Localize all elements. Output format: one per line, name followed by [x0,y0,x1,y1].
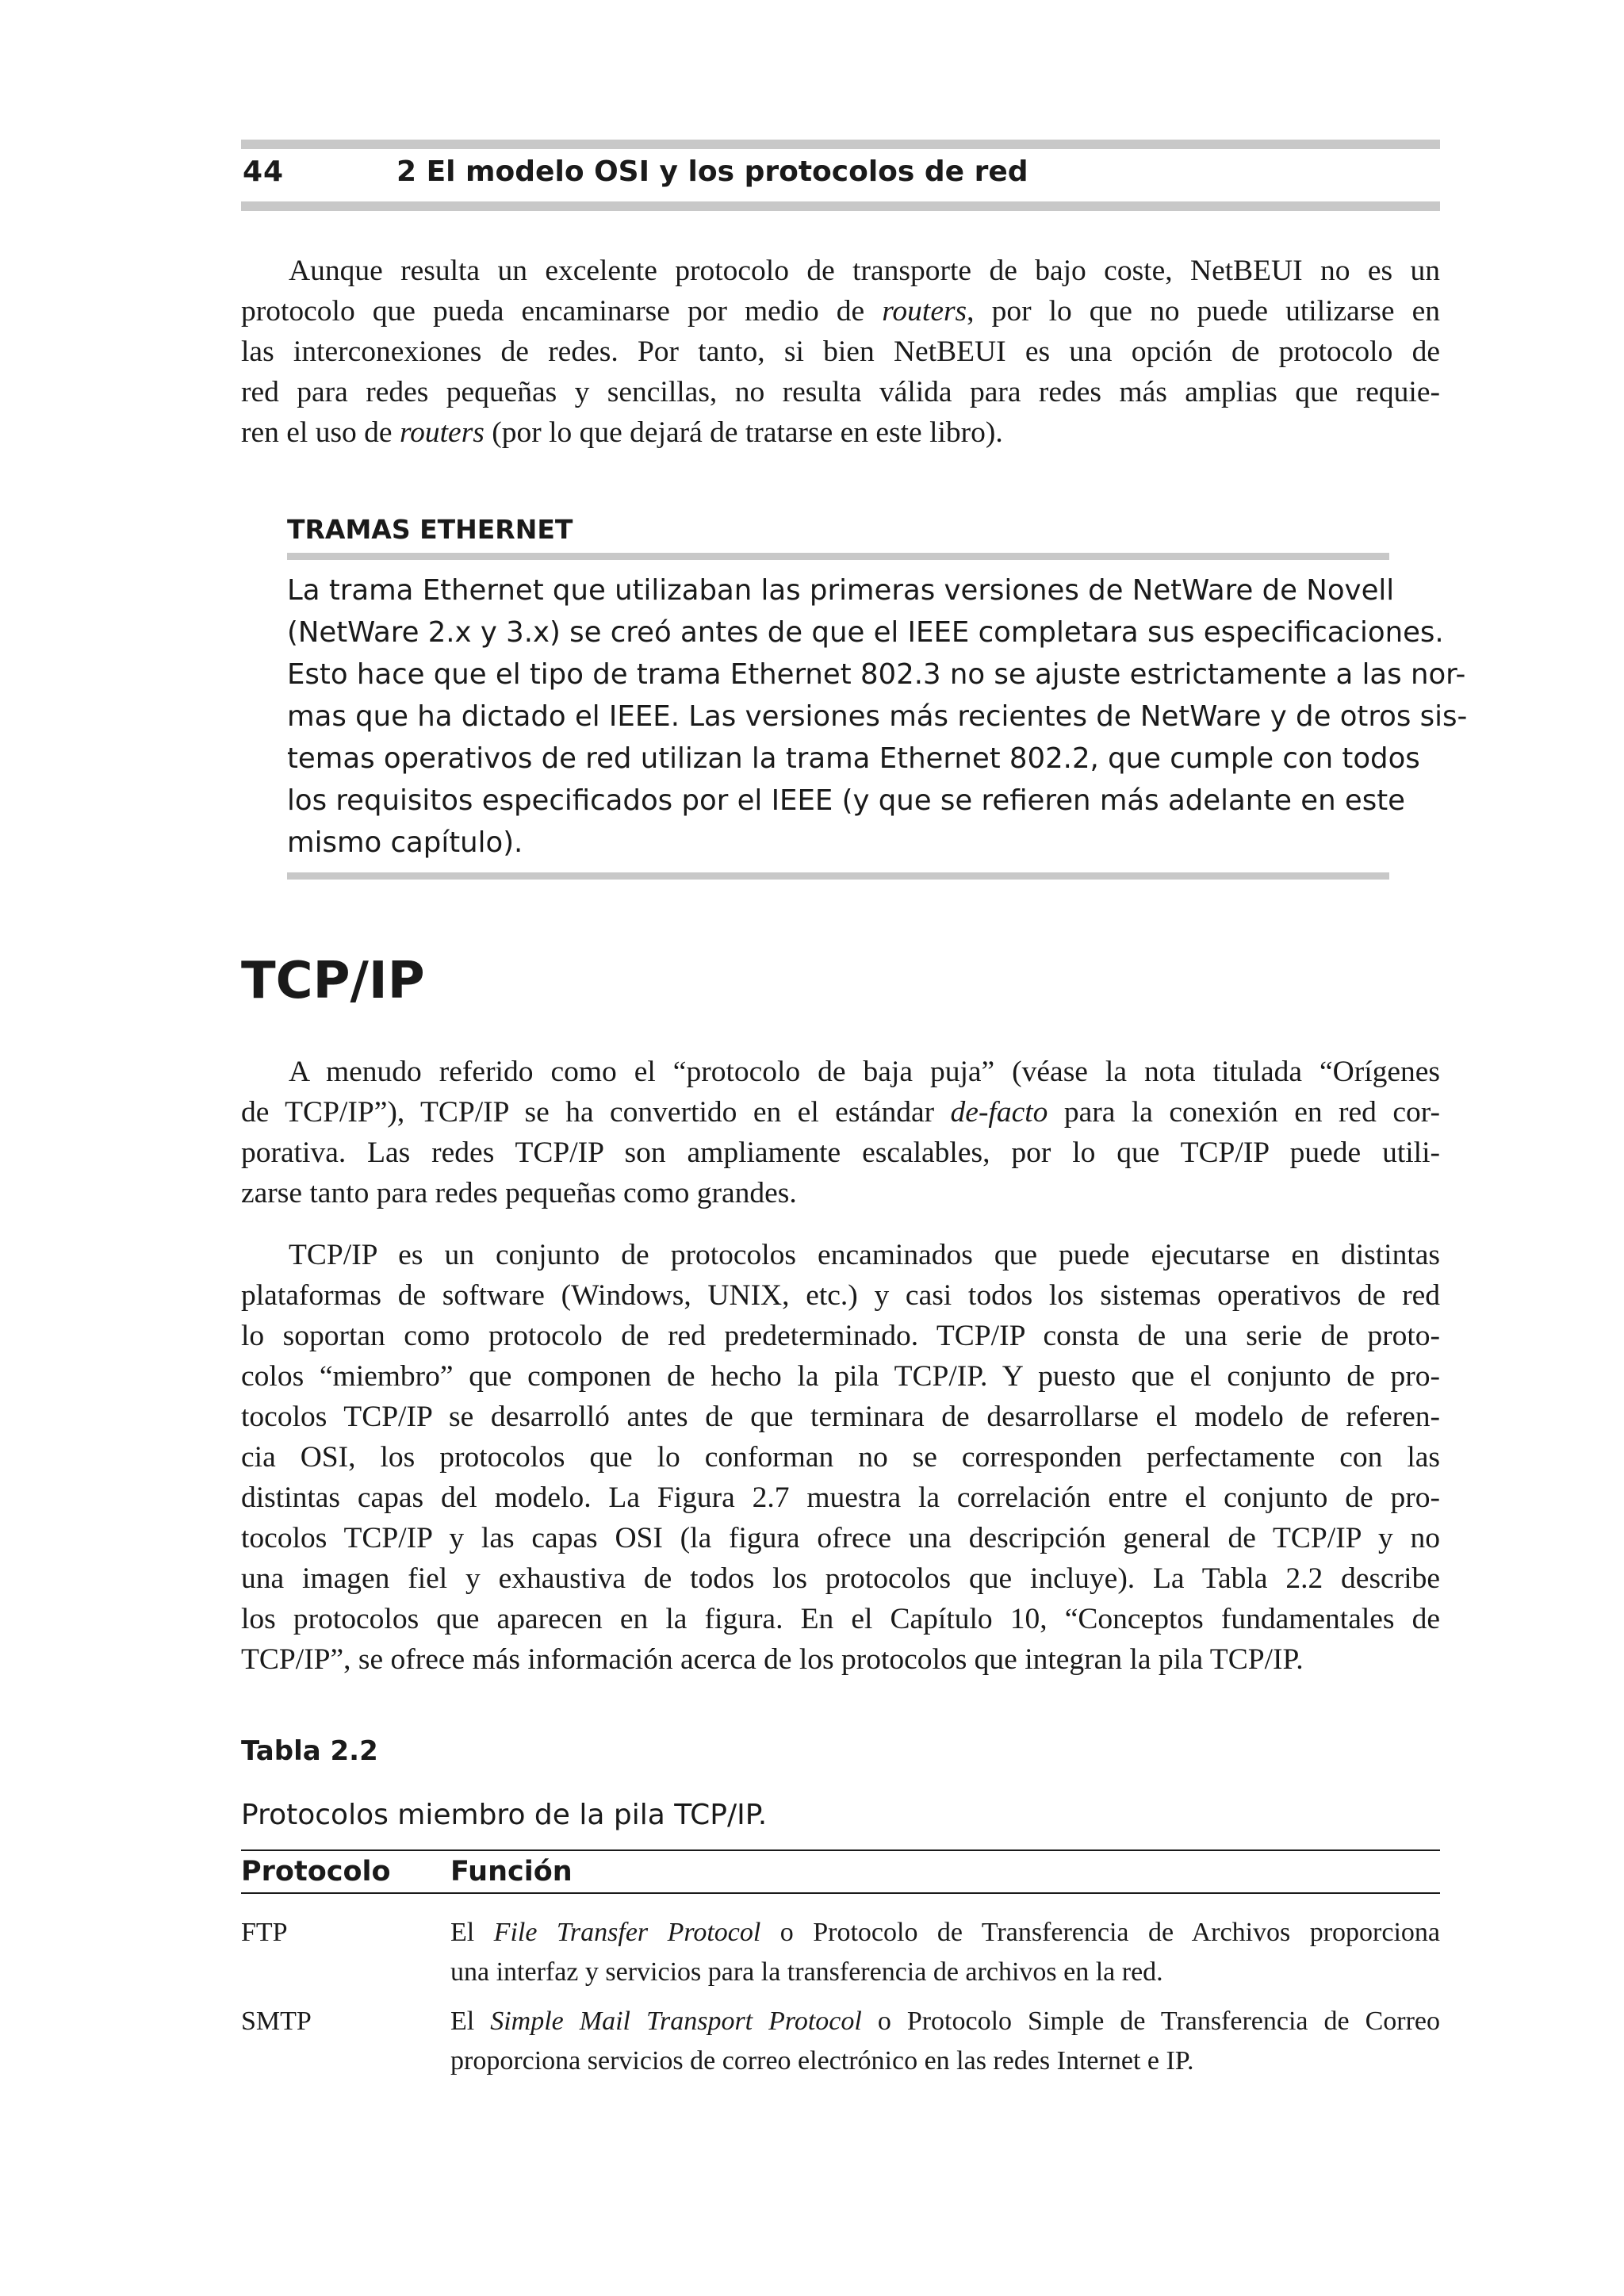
table-cell-function [450,1913,1440,1992]
text-line: tocolos TCP/IP y las capas OSI (la figura ofrece una descripción general de TCP/IP y no [241,1522,1440,1554]
text-line: porativa. Las redes TCP/IP son ampliamente escalables, por lo que TCP/IP puede utili- [241,1137,1440,1169]
note-rule-top [287,553,1389,560]
table-header-protocol: Protocolo [241,1856,391,1888]
text-line: A menudo referido como el “protocolo de baja puja” (véase la nota titulada “Orígenes [289,1056,1440,1088]
note-line: Esto hace que el tipo de trama Ethernet 802.3 no se ajuste estrictamente a las nor- [287,658,1466,691]
table-line: El File Transfer Protocol o Protocolo de Transferencia de Archivos proporciona [450,1918,1440,1947]
text-line: plataformas de software (Windows, UNIX, etc.) y casi todos los sistemas operativos de red [241,1279,1440,1312]
table-rule-top [241,1849,1440,1851]
header-rule-top [241,140,1440,149]
text-line: colos “miembro” que componen de hecho la pila TCP/IP. Y puesto que el conjunto de pro- [241,1360,1440,1393]
text-line: tocolos TCP/IP se desarrolló antes de que terminara de desarrollarse el modelo de referen- [241,1401,1440,1433]
note-line: (NetWare 2.x y 3.x) se creó antes de que el IEEE completara sus especificaciones. [287,616,1444,649]
running-head: 2 El modelo OSI y los protocolos de red [396,155,1028,188]
intro-paragraph [241,251,1440,453]
section-title: TCP/IP [241,952,425,1010]
text-line: Aunque resulta un excelente protocolo de transporte de bajo coste, NetBEUI no es un [289,255,1440,287]
note-line: mas que ha dictado el IEEE. Las versiones más recientes de NetWare y de otros sis- [287,700,1468,733]
table-cell-function [450,2002,1440,2081]
note-line: La trama Ethernet que utilizaban las primeras versiones de NetWare de Novell [287,574,1395,607]
text-line: los protocolos que aparecen en la figura. En el Capítulo 10, “Conceptos fundamentales de [241,1603,1440,1635]
table-cell-protocol: FTP [241,1918,288,1947]
note-rule-bottom [287,872,1389,880]
text-line: lo soportan como protocolo de red predeterminado. TCP/IP consta de una serie de proto- [241,1320,1440,1352]
text-line: TCP/IP”, se ofrece más información acerca de los protocolos que integran la pila TCP/IP. [241,1643,1304,1676]
table-line: una interfaz y servicios para la transferencia de archivos en la red. [450,1957,1163,1987]
text-line: de TCP/IP”), TCP/IP se ha convertido en el estándar de-facto para la conexión en red cor- [241,1096,1440,1129]
tcpip-paragraph-2 [241,1235,1440,1680]
page-number: 44 [243,155,285,188]
text-line: las interconexiones de redes. Por tanto, si bien NetBEUI es una opción de protocolo de [241,335,1440,368]
text-line: cia OSI, los protocolos que lo conforman no se corresponden perfectamente con las [241,1441,1440,1474]
table-line: proporciona servicios de correo electrónico en las redes Internet e IP. [450,2046,1194,2076]
text-line: protocolo que pueda encaminarse por medio de routers, por lo que no puede utilizarse en [241,295,1440,328]
note-line: los requisitos especificados por el IEEE (y que se refieren más adelante en este [287,784,1405,817]
table-caption: Protocolos miembro de la pila TCP/IP. [241,1799,768,1831]
tcpip-paragraph-1 [241,1052,1440,1213]
note-line: mismo capítulo). [287,826,523,859]
header-rule-bottom [241,201,1440,211]
text-line: una imagen fiel y exhaustiva de todos los protocolos que incluye). La Tabla 2.2 describe [241,1562,1440,1595]
table-header-function: Función [450,1856,573,1888]
table-cell-protocol: SMTP [241,2007,312,2036]
table-rule-header [241,1892,1440,1894]
table-label: Tabla 2.2 [241,1735,378,1767]
note-body [287,569,1468,864]
text-line: TCP/IP es un conjunto de protocolos encaminados que puede ejecutarse en distintas [289,1239,1440,1271]
table-line: El Simple Mail Transport Protocol o Protocolo Simple de Transferencia de Correo [450,2007,1440,2036]
note-title: TRAMAS ETHERNET [287,514,573,545]
text-line: ren el uso de routers (por lo que dejará de tratarse en este libro). [241,416,1003,449]
text-line: distintas capas del modelo. La Figura 2.7 muestra la correlación entre el conjunto de pro- [241,1481,1440,1514]
text-line: zarse tanto para redes pequeñas como grandes. [241,1177,797,1209]
text-line: red para redes pequeñas y sencillas, no resulta válida para redes más amplias que requie- [241,376,1440,408]
note-line: temas operativos de red utilizan la trama Ethernet 802.2, que cumple con todos [287,742,1420,775]
